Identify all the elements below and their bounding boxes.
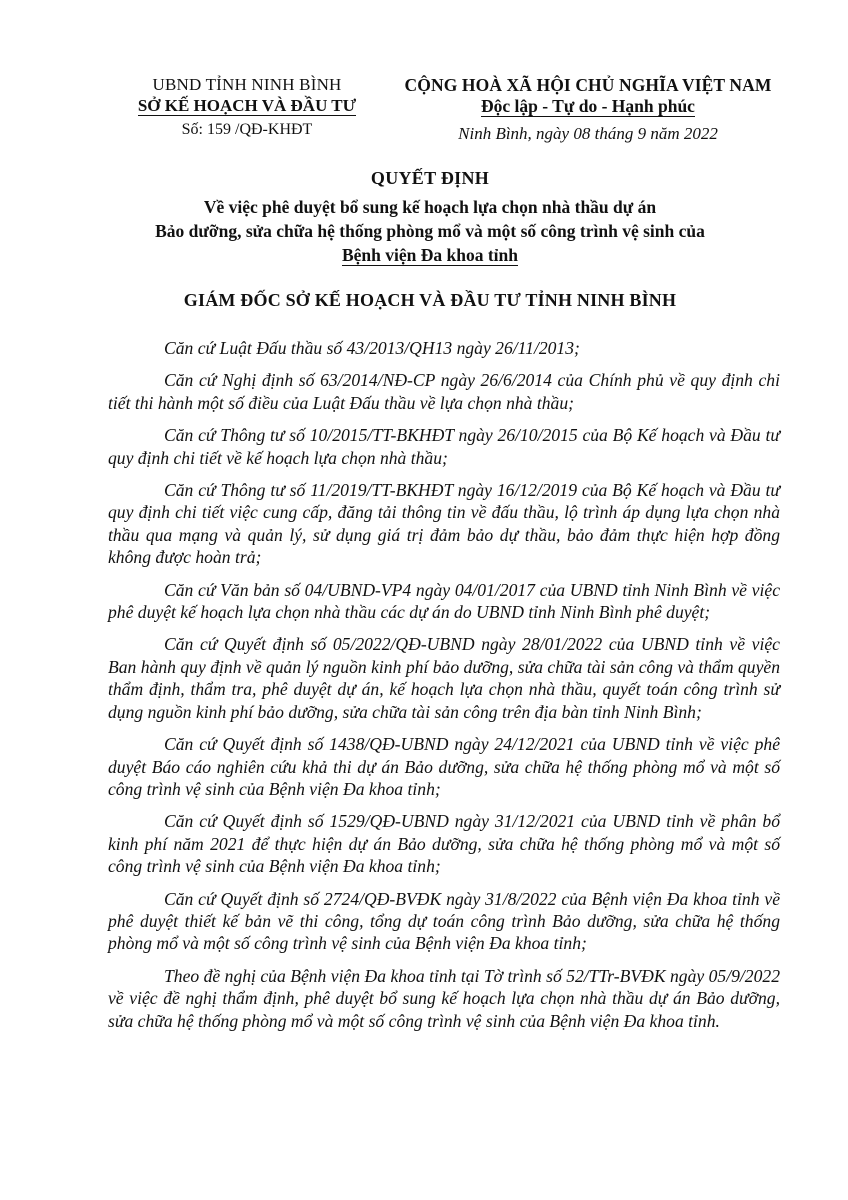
legal-basis-paragraph: Căn cứ Quyết định số 2724/QĐ-BVĐK ngày 31/8/2022 của Bệnh viện Đa khoa tỉnh về phê duyệt thiết kế bản vẽ thi công, tổng dự toán công trình Bảo dưỡng, sửa chữa hệ thống phòng mổ và một số công trình vệ sinh của Bệnh viện Đa khoa tỉnh; (108, 888, 780, 954)
issuing-agency-block (112, 75, 382, 142)
subject-line-1: Về việc phê duyệt bổ sung kế hoạch lựa chọn nhà thầu dự án (203, 197, 657, 217)
title-block (90, 167, 770, 311)
legal-basis-paragraph: Căn cứ Thông tư số 11/2019/TT-BKHĐT ngày 16/12/2019 của Bộ Kế hoạch và Đầu tư quy định chi tiết việc cung cấp, đăng tải thông tin về đấu thầu, lộ trình áp dụng lựa chọn nhà thầu qua mạng và quản lý, sử dụng giá trị đảm bảo dự thầu, bảo đảm thực hiện hợp đồng không được hoàn trả; (108, 480, 780, 568)
document-number: Số: 159 /QĐ-KHĐT (181, 121, 313, 138)
subject-line-3-text: Bệnh viện Đa khoa tỉnh (341, 245, 519, 265)
legal-basis-paragraph: Căn cứ Văn bản số 04/UBND-VP4 ngày 04/01/2017 của UBND tỉnh Ninh Bình về việc phê duyệt kế hoạch lựa chọn nhà thầu các dự án do UBND tỉnh Ninh Bình phê duyệt; (108, 579, 780, 623)
legal-basis-paragraph: Căn cứ Quyết định số 05/2022/QĐ-UBND ngày 28/01/2022 của UBND tỉnh về việc Ban hành quy định về quản lý nguồn kinh phí bảo dưỡng, sửa chữa tài sản công và thẩm quyền thẩm định, thẩm tra, phê duyệt dự án, kế hoạch lựa chọn nhà thầu, quyết toán công trình sử dụng nguồn kinh phí bảo dưỡng, sửa chữa tài sản công trên địa bàn tỉnh Ninh Bình; (108, 634, 780, 722)
department-name-text: SỞ KẾ HOẠCH VÀ ĐẦU TƯ (137, 96, 357, 115)
proposal-paragraph: Theo đề nghị của Bệnh viện Đa khoa tỉnh tại Tờ trình số 52/TTr-BVĐK ngày 05/9/2022 về việc đề nghị thẩm định, phê duyệt bổ sung kế hoạch lựa chọn nhà thầu dự án Bảo dưỡng, sửa chữa hệ thống phòng mổ và một số công trình vệ sinh của Bệnh viện Đa khoa tỉnh. (108, 965, 780, 1031)
legal-basis-paragraph: Căn cứ Luật Đấu thầu số 43/2013/QH13 ngày 26/11/2013; (164, 338, 580, 358)
issuing-authority: GIÁM ĐỐC SỞ KẾ HOẠCH VÀ ĐẦU TƯ TỈNH NINH BÌNH (183, 290, 677, 310)
country-name: CỘNG HOÀ XÃ HỘI CHỦ NGHĨA VIỆT NAM (404, 75, 772, 95)
document-subject (90, 195, 770, 267)
department-name (112, 95, 382, 116)
legal-basis-section (108, 337, 780, 1032)
document-title: QUYẾT ĐỊNH (370, 168, 490, 188)
legal-basis-paragraph: Căn cứ Thông tư số 10/2015/TT-BKHĐT ngày 26/10/2015 của Bộ Kế hoạch và Đầu tư quy định chi tiết về kế hoạch lựa chọn nhà thầu; (108, 425, 780, 468)
legal-basis-paragraph: Căn cứ Quyết định số 1438/QĐ-UBND ngày 24/12/2021 của UBND tỉnh về việc phê duyệt Báo cáo nghiên cứu khả thi dự án Bảo dưỡng, sửa chữa hệ thống phòng mổ và một số công trình vệ sinh của Bệnh viện Đa khoa tỉnh; (108, 734, 780, 799)
national-motto (378, 95, 798, 117)
national-motto-text: Độc lập - Tự do - Hạnh phúc (481, 96, 695, 116)
subject-line-3 (90, 243, 770, 267)
subject-line-2: Bảo dưỡng, sửa chữa hệ thống phòng mổ và một số công trình vệ sinh của (155, 221, 705, 241)
national-motto-block (378, 75, 798, 146)
provincial-committee: UBND TỈNH NINH BÌNH (152, 75, 342, 94)
legal-basis-paragraph: Căn cứ Quyết định số 1529/QĐ-UBND ngày 31/12/2021 của UBND tỉnh về phân bổ kinh phí năm 2021 để thực hiện dự án Bảo dưỡng, sửa chữa hệ thống phòng mổ và một số công trình vệ sinh của Bệnh viện Đa khoa tỉnh; (108, 811, 780, 877)
legal-basis-paragraph: Căn cứ Nghị định số 63/2014/NĐ-CP ngày 26/6/2014 của Chính phủ về quy định chi tiết thi hành một số điều của Luật Đấu thầu về lựa chọn nhà thầu; (108, 370, 780, 413)
place-and-date: Ninh Bình, ngày 08 tháng 9 năm 2022 (458, 124, 718, 143)
